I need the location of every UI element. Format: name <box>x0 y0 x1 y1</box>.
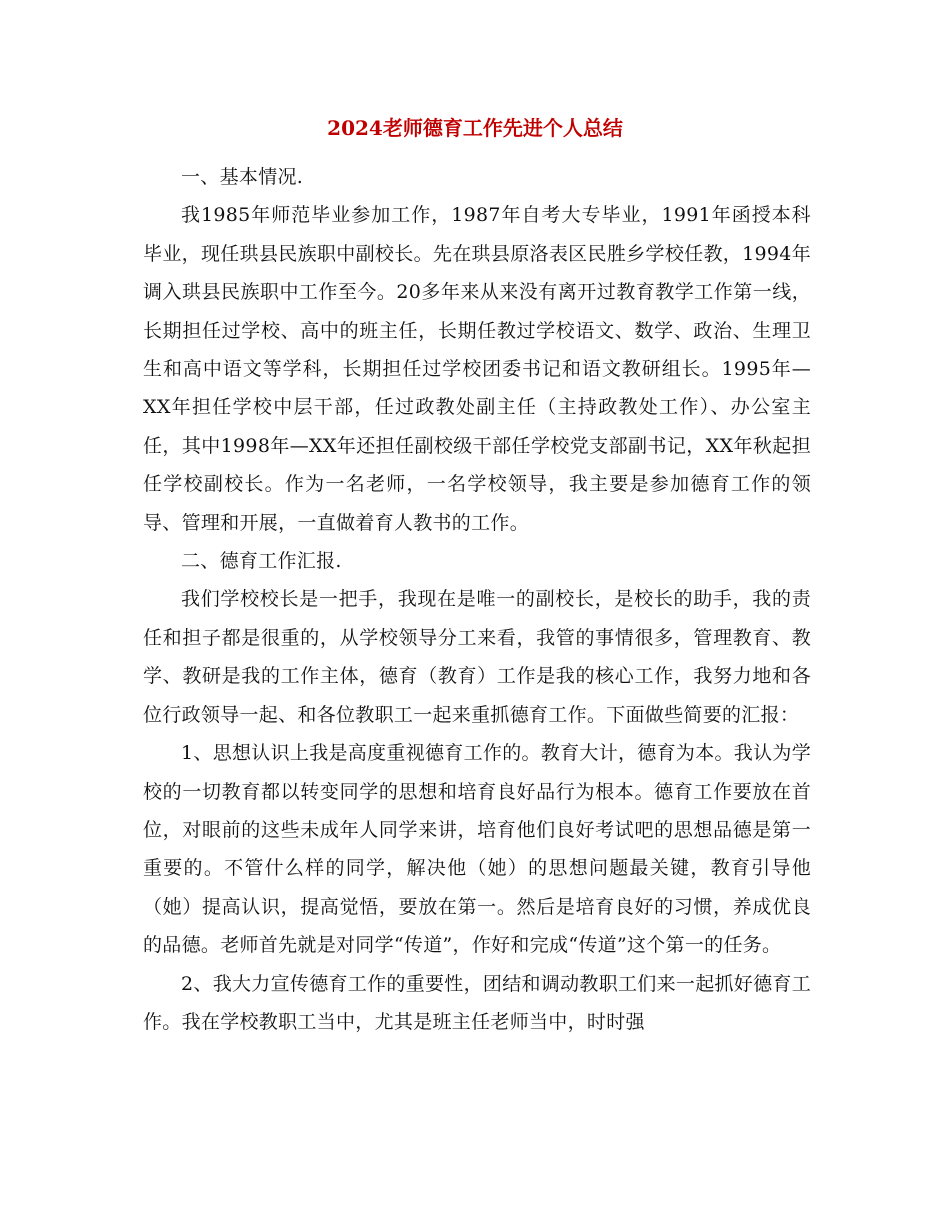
section-heading-basic-info: 一、基本情况. <box>181 166 304 188</box>
paragraph-point-2: 2、我大力宣传德育工作的重要性，团结和调动教职工们来一起抓好德育工作。我在学校教职工当中，尤其是班主任老师当中，时时强 <box>143 972 811 1033</box>
paragraph-basic-info: 我1985年师范毕业参加工作，1987年自考大专毕业，1991年函授本科毕业，现任珙县民族职中副校长。先在珙县原洛表区民胜乡学校任教，1994年调入珙县民族职中工作至今。20多年来从来没有离开过教育教学工作第一线，长期担任过学校、高中的班主任，长期任教过学校语文、数学、政治、生理卫生和高中语文等学科，长期担任过学校团委书记和语文教研组长。1995年—XX年担任学校中层干部，任过政教处副主任（主持政教处工作）、办公室主任，其中1998年—XX年还担任副校级干部任学校党支部副书记，XX年秋起担任学校副校长。作为一名老师，一名学校领导，我主要是参加德育工作的领导、管理和开展，一直做着育人教书的工作。 <box>143 204 811 534</box>
paragraph-point-1: 1、思想认识上我是高度重视德育工作的。教育大计，德育为本。我认为学校的一切教育都以转变同学的思想和培育良好品行为根本。德育工作要放在首位，对眼前的这些未成年人同学来讲，培育他们良好考试吧的思想品德是第一重要的。不管什么样的同学，解决他（她）的思想问题最关键，教育引导他（她）提高认识，提高觉悟，要放在第一。然后是培育良好的习惯，养成优良的品德。老师首先就是对同学“传道”，作好和完成“传道”这个第一的任务。 <box>143 742 811 957</box>
document-title: 2024老师德育工作先进个人总结 <box>327 116 623 140</box>
section-heading-moral-work-report: 二、德育工作汇报. <box>181 550 342 573</box>
paragraph-report-intro: 我们学校校长是一把手，我现在是唯一的副校长，是校长的助手，我的责任和担子都是很重的，从学校领导分工来看，我管的事情很多，管理教育、教学、教研是我的工作主体，德育（教育）工作是我的核心工作，我努力地和各位行政领导一起、和各位教职工一起来重抓德育工作。下面做些简要的汇报： <box>143 588 811 726</box>
document-body <box>143 158 811 1041</box>
